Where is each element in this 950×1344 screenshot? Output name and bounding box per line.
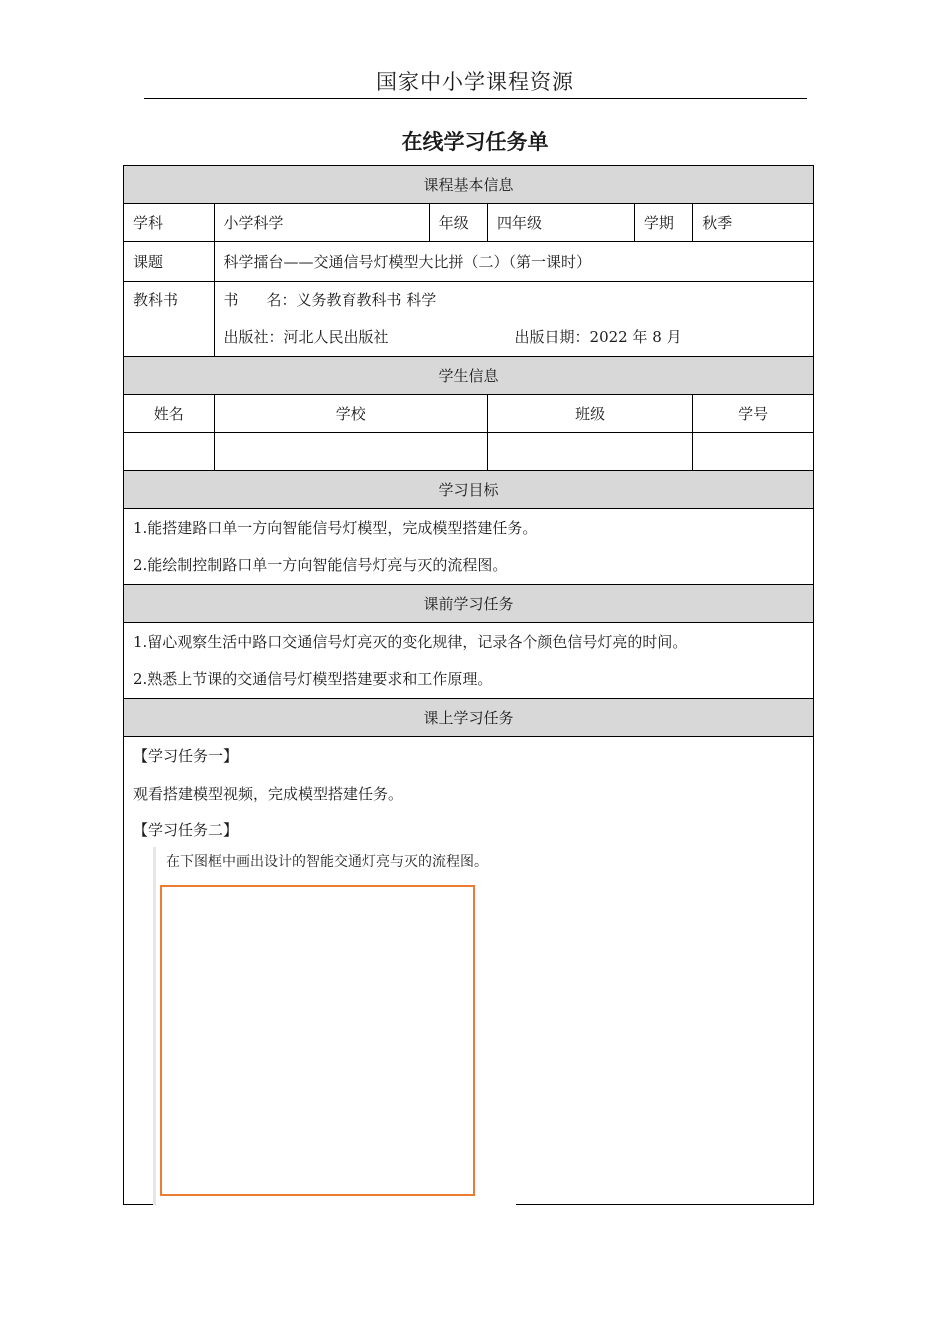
objective-item: 1.能搭建路口单一方向智能信号灯模型，完成模型搭建任务。 bbox=[133, 518, 538, 537]
objective-item: 2.能绘制控制路口单一方向智能信号灯亮与灭的流程图。 bbox=[133, 555, 508, 574]
header-divider bbox=[144, 98, 807, 99]
topic-label: 课题 bbox=[124, 242, 215, 282]
textbook-label: 教科书 bbox=[133, 291, 179, 309]
section-course-info: 课程基本信息 bbox=[124, 166, 814, 204]
book-name-label: 书 bbox=[223, 291, 239, 309]
section-student-info: 学生信息 bbox=[124, 357, 814, 395]
textbook-details bbox=[214, 282, 814, 357]
task-sheet-table bbox=[123, 165, 814, 1205]
student-col-name: 姓名 bbox=[124, 395, 215, 433]
pre-class-item: 1.留心观察生活中路口交通信号灯亮灭的变化规律，记录各个颜色信号灯亮的时间。 bbox=[133, 632, 688, 651]
task2-caption: 在下图框中画出设计的智能交通灯亮与灭的流程图。 bbox=[166, 854, 488, 870]
flowchart-drawing-area[interactable] bbox=[160, 885, 475, 1196]
student-col-id: 学号 bbox=[693, 395, 814, 433]
publisher-value: 河北人民出版社 bbox=[283, 328, 389, 346]
student-school-input[interactable] bbox=[214, 433, 488, 471]
subject-value: 小学科学 bbox=[214, 204, 429, 242]
student-name-input[interactable] bbox=[124, 433, 215, 471]
student-id-input[interactable] bbox=[693, 433, 814, 471]
section-objectives: 学习目标 bbox=[124, 471, 814, 509]
task2-heading: 【学习任务二】 bbox=[133, 821, 239, 839]
pre-class-list bbox=[124, 623, 814, 699]
objectives-list bbox=[124, 509, 814, 585]
term-label: 学期 bbox=[634, 204, 692, 242]
book-name-label-tail: 名： bbox=[266, 291, 297, 309]
task1-text: 观看搭建模型视频，完成模型搭建任务。 bbox=[133, 785, 404, 803]
section-pre-class: 课前学习任务 bbox=[124, 585, 814, 623]
publisher-line bbox=[224, 319, 805, 356]
task2-embedded-image bbox=[153, 847, 516, 1205]
resource-header: 国家中小学课程资源 bbox=[376, 70, 574, 94]
task1-heading: 【学习任务一】 bbox=[133, 747, 239, 765]
grade-value: 四年级 bbox=[488, 204, 635, 242]
page-title: 在线学习任务单 bbox=[401, 130, 549, 154]
section-in-class: 课上学习任务 bbox=[124, 699, 814, 737]
pre-class-item: 2.熟悉上节课的交通信号灯模型搭建要求和工作原理。 bbox=[133, 669, 493, 688]
term-value: 秋季 bbox=[693, 204, 814, 242]
subject-label: 学科 bbox=[124, 204, 215, 242]
student-class-input[interactable] bbox=[488, 433, 693, 471]
in-class-tasks bbox=[124, 737, 814, 1205]
topic-value: 科学擂台——交通信号灯模型大比拼（二）（第一课时） bbox=[214, 242, 814, 282]
publisher-label: 出版社： bbox=[223, 328, 284, 346]
student-col-class: 班级 bbox=[488, 395, 693, 433]
textbook-label-cell bbox=[124, 282, 215, 357]
student-col-school: 学校 bbox=[214, 395, 488, 433]
book-name-line bbox=[224, 282, 805, 319]
pub-date-value: 2022 年 8 月 bbox=[589, 328, 682, 346]
grade-label: 年级 bbox=[429, 204, 487, 242]
book-name-value: 义务教育教科书 科学 bbox=[296, 291, 437, 309]
pub-date-label: 出版日期： bbox=[514, 328, 590, 346]
